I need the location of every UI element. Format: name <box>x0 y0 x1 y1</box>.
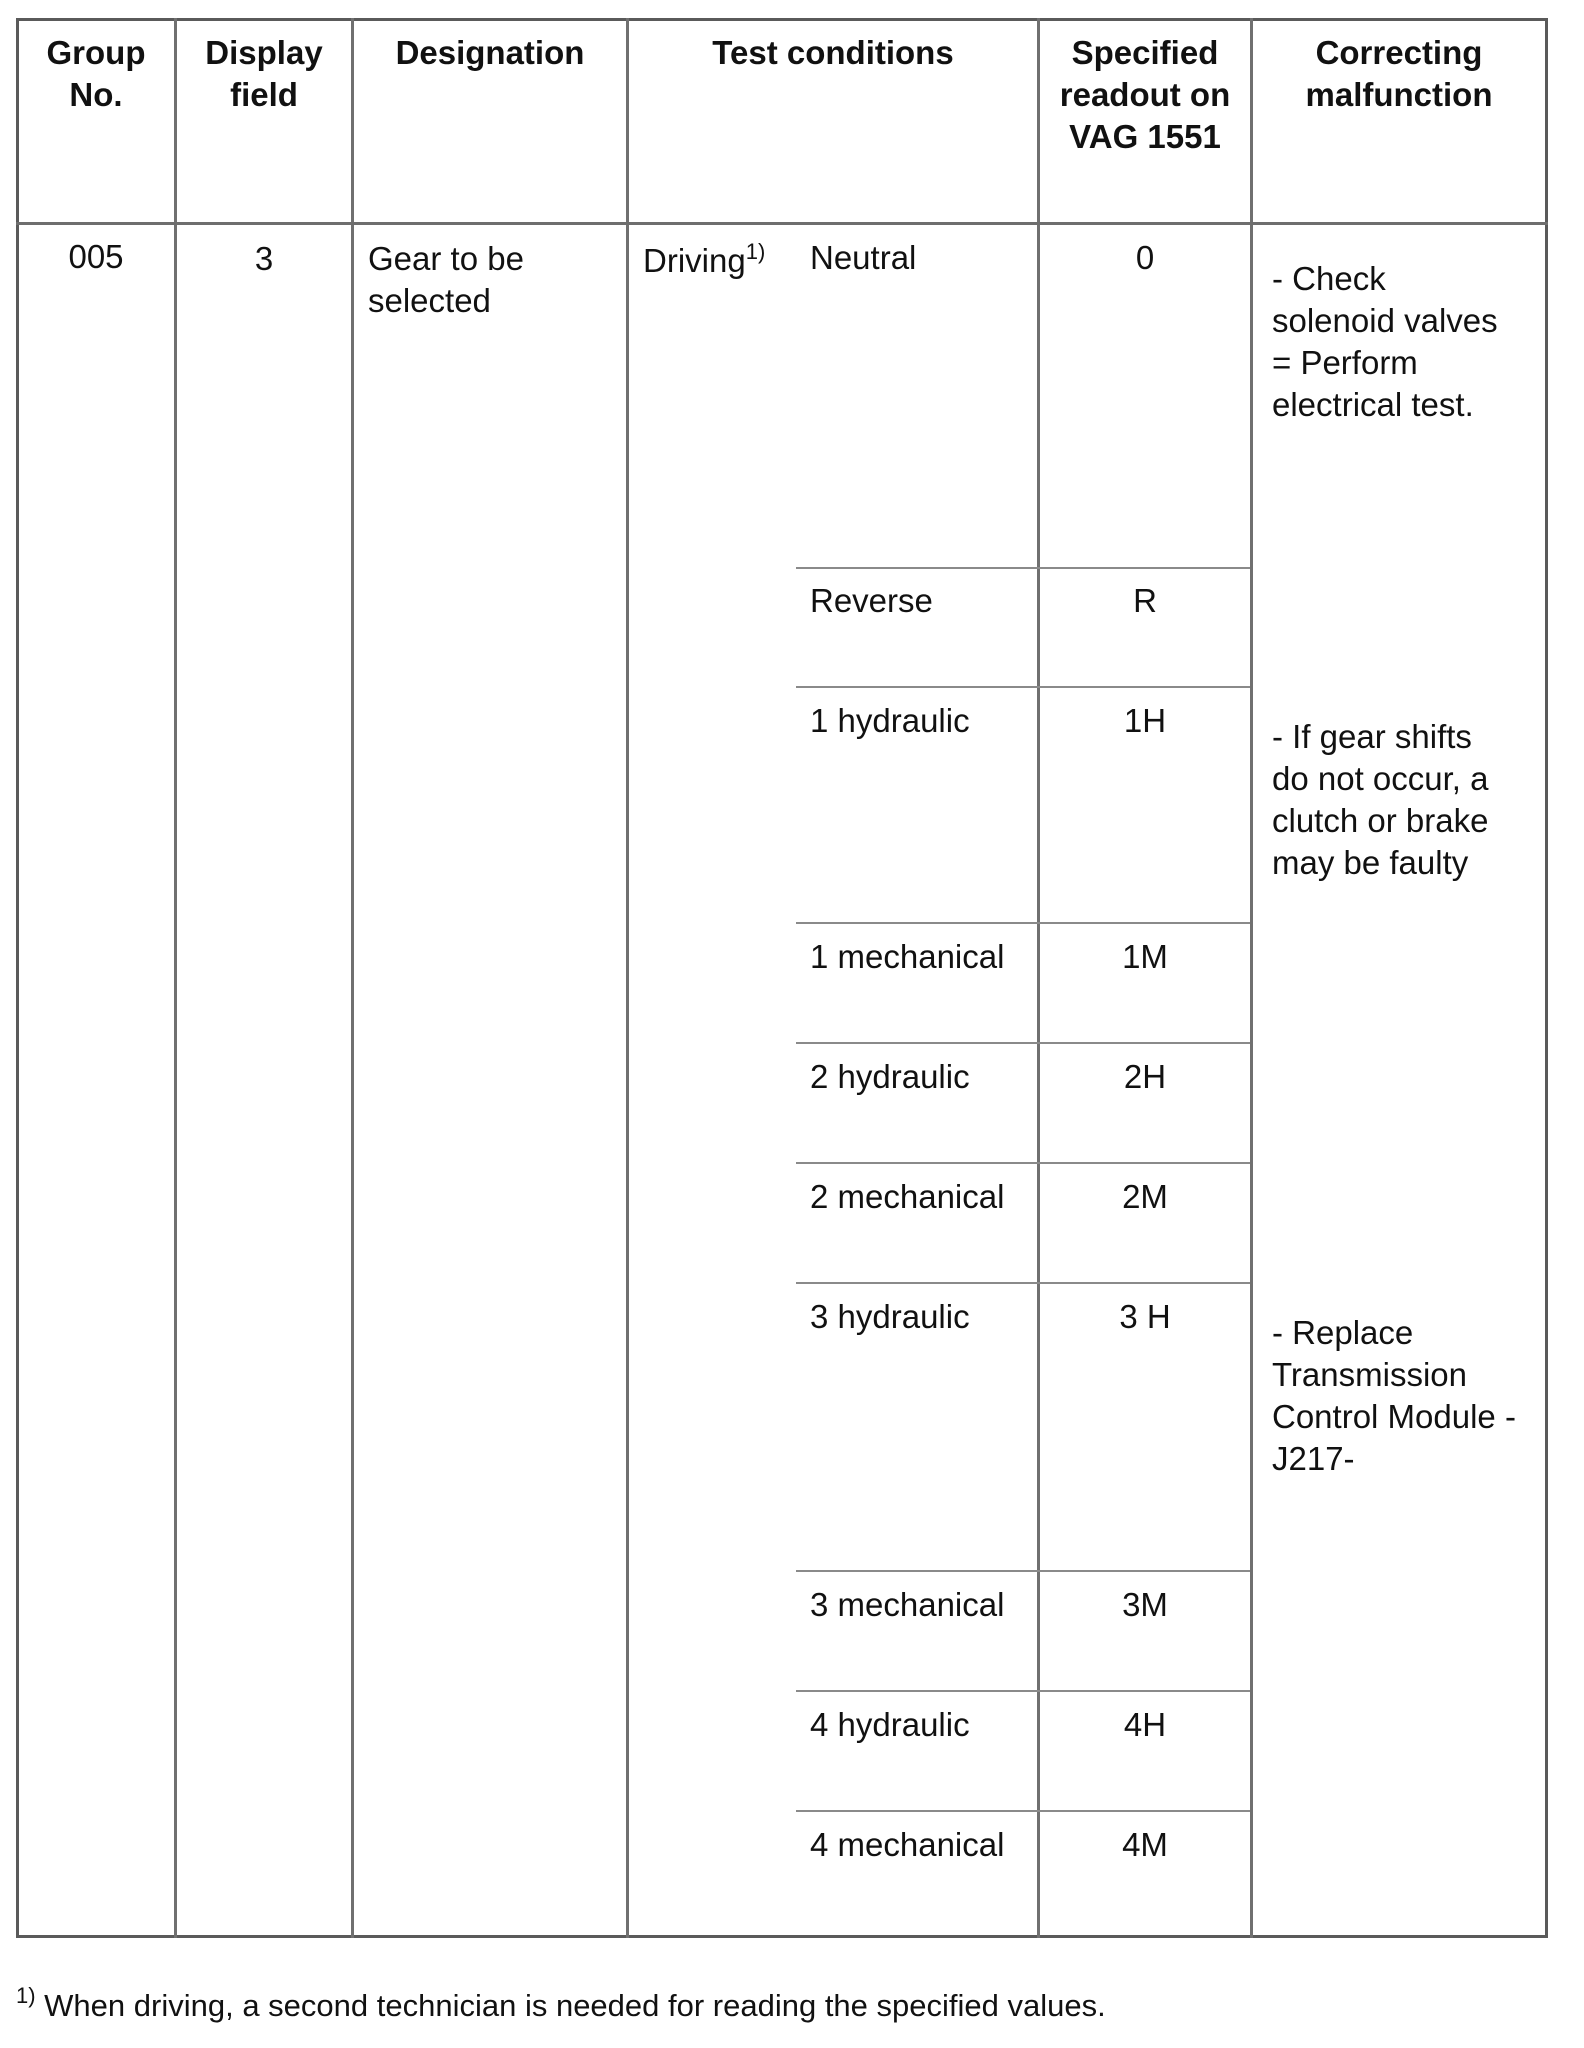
row-divider <box>796 686 1250 688</box>
row-divider <box>796 922 1250 924</box>
correction-replace-module: - Replace Transmission Control Module - J217- <box>1272 1314 1516 1477</box>
driving-label-text: Driving <box>643 242 746 279</box>
header-specified-readout: Specified readout on VAG 1551 <box>1059 34 1231 155</box>
designation-value: Gear to be selected <box>368 240 524 319</box>
row-divider <box>796 1042 1250 1044</box>
condition-neutral: Neutral <box>810 239 917 276</box>
correction-gear-shifts: - If gear shifts do not occur, a clutch or brake may be faulty <box>1272 718 1489 881</box>
column-divider <box>626 18 629 1938</box>
readout-4-mechanical: 4M <box>1122 1826 1168 1863</box>
header-designation: Designation <box>395 34 585 71</box>
column-divider <box>174 18 177 1938</box>
footnote-mark: 1) <box>16 1983 36 2008</box>
driving-condition-label <box>643 240 793 282</box>
condition-3-hydraulic: 3 hydraulic <box>810 1298 970 1335</box>
condition-4-hydraulic: 4 hydraulic <box>810 1706 970 1743</box>
header-test-conditions: Test conditions <box>712 34 954 71</box>
row-divider <box>796 1690 1250 1692</box>
column-divider <box>351 18 354 1938</box>
group-number: 005 <box>68 238 124 275</box>
condition-2-hydraulic: 2 hydraulic <box>810 1058 970 1095</box>
header-group-no: Group No. <box>46 34 146 113</box>
readout-2-hydraulic: 2H <box>1123 1058 1167 1095</box>
correction-check-solenoid: - Check solenoid valves = Perform electrical test. <box>1272 260 1498 423</box>
readout-reverse: R <box>1133 582 1157 619</box>
condition-1-mechanical: 1 mechanical <box>810 938 1005 975</box>
footnote <box>16 1983 1106 2026</box>
condition-reverse: Reverse <box>810 582 933 619</box>
condition-4-mechanical: 4 mechanical <box>810 1826 1005 1863</box>
header-correcting-malfunction: Correcting malfunction <box>1305 34 1493 113</box>
row-divider <box>796 1282 1250 1284</box>
driving-footnote-mark: 1) <box>745 239 766 264</box>
condition-3-mechanical: 3 mechanical <box>810 1586 1005 1623</box>
condition-1-hydraulic: 1 hydraulic <box>810 702 970 739</box>
readout-1-mechanical: 1M <box>1122 938 1168 975</box>
footnote-text: When driving, a second technician is needed for reading the specified values. <box>35 1988 1106 2023</box>
display-field-value: 3 <box>254 240 274 277</box>
readout-1-hydraulic: 1H <box>1123 702 1167 739</box>
row-divider <box>796 1162 1250 1164</box>
row-divider <box>796 567 1250 569</box>
readout-neutral: 0 <box>1135 239 1155 276</box>
column-divider <box>1037 18 1040 1938</box>
readout-4-hydraulic: 4H <box>1123 1706 1167 1743</box>
readout-2-mechanical: 2M <box>1122 1178 1168 1215</box>
readout-3-mechanical: 3M <box>1122 1586 1168 1623</box>
row-divider <box>796 1570 1250 1572</box>
readout-3-hydraulic: 3 H <box>1119 1298 1171 1335</box>
condition-2-mechanical: 2 mechanical <box>810 1178 1005 1215</box>
header-divider <box>16 222 1548 225</box>
column-divider <box>1250 18 1253 1938</box>
row-divider <box>796 1810 1250 1812</box>
header-display-field: Display field <box>205 34 323 113</box>
